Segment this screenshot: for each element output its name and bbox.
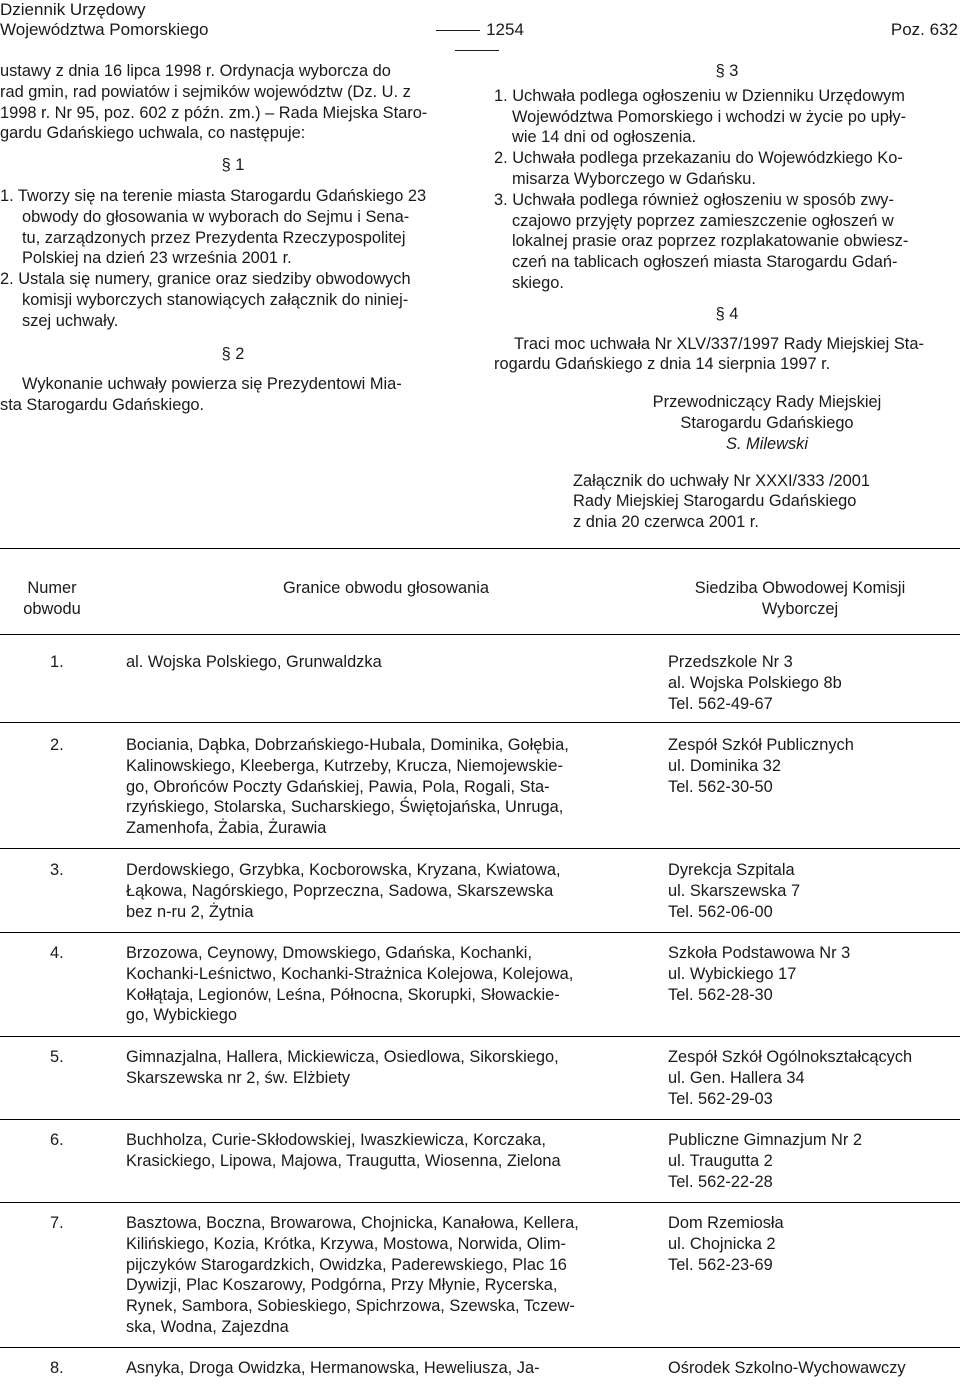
row-seat xyxy=(668,1047,912,1109)
header-rule xyxy=(0,634,960,635)
row-seat xyxy=(668,1130,862,1192)
journal-title-line2: Województwa Pomorskiego xyxy=(0,20,209,39)
annex-note xyxy=(494,471,960,533)
section-1-paragraph-2 xyxy=(0,269,466,331)
seat-line: Tel. 562-29-03 xyxy=(668,1089,773,1108)
seat-line: Tel. 562-28-30 xyxy=(668,985,773,1004)
bounds-line: rzyńskiego, Stolarska, Sucharskiego, Świętojańska, Unruga, xyxy=(126,798,564,817)
section-4-paragraph xyxy=(494,334,960,376)
page-number-value: 1254 xyxy=(486,20,524,39)
section-2-paragraph xyxy=(0,374,466,416)
text-line: 1. Uchwała podlega ogłoszeniu w Dzienniku Urzędowym xyxy=(494,86,905,105)
row-number: 6. xyxy=(50,1131,64,1149)
row-rule xyxy=(0,722,960,723)
text-line: lokalnej prasie oraz poprzez rozplakatowanie obwiesz- xyxy=(512,232,909,251)
left-column xyxy=(0,61,466,416)
bounds-line: Dywizji, Plac Koszarowy, Podgórna, Przy Młynie, Rycerska, xyxy=(126,1276,558,1295)
dash-right xyxy=(455,50,499,51)
journal-title-line1: Dziennik Urzędowy xyxy=(0,0,146,19)
row-seat xyxy=(668,652,842,714)
text-line: 1. Tworzy się na terenie miasta Starogardu Gdańskiego 23 xyxy=(0,186,427,205)
annex-line: Załącznik do uchwały Nr XXXI/333 /2001 xyxy=(573,471,871,490)
seat-line: al. Wojska Polskiego 8b xyxy=(668,673,842,692)
row-seat xyxy=(668,860,800,922)
signature-name: S. Milewski xyxy=(726,434,808,453)
annex-line: Rady Miejskiej Starogardu Gdańskiego xyxy=(573,492,857,511)
signature-role: Przewodniczący Rady Miejskiej xyxy=(652,393,882,412)
bounds-line: Kołłątaja, Legionów, Leśna, Północna, Skorupki, Słowackie- xyxy=(126,985,560,1004)
seat-line: Dyrekcja Szpitala xyxy=(668,861,795,879)
journal-title xyxy=(0,0,209,40)
row-number: 8. xyxy=(50,1359,64,1377)
row-number: 3. xyxy=(50,861,64,879)
section-3-title: § 3 xyxy=(715,62,739,80)
row-rule xyxy=(0,1347,960,1348)
row-rule xyxy=(0,1119,960,1120)
section-4-title: § 4 xyxy=(715,304,739,323)
seat-line: Szkoła Podstawowa Nr 3 xyxy=(668,944,851,962)
row-rule xyxy=(0,848,960,849)
text-line: komisji wyborczych stanowiących załącznik do niniej- xyxy=(22,290,409,309)
text-line: Traci moc uchwała Nr XLV/337/1997 Rady Miejskiej Sta- xyxy=(514,334,924,353)
text-line: 2. Ustala się numery, granice oraz siedziby obwodowych xyxy=(0,270,411,289)
row-number: 7. xyxy=(50,1214,64,1232)
text-line: Województwa Pomorskiego i wchodzi w życie po upły- xyxy=(512,107,907,126)
intro-paragraph xyxy=(0,61,466,144)
row-seat xyxy=(668,735,854,797)
intro-line: rad gmin, rad powiatów i sejmików województw (Dz. U. z xyxy=(0,82,411,101)
row-number: 2. xyxy=(50,736,64,754)
row-bounds xyxy=(126,1213,579,1338)
seat-line: ul. Gen. Hallera 34 xyxy=(668,1068,805,1087)
bounds-line: go, Obrońców Poczty Gdańskiej, Pawia, Pola, Rogali, Sta- xyxy=(126,777,550,796)
text-line: tu, zarządzonych przez Prezydenta Rzeczypospolitej xyxy=(22,228,406,247)
intro-line: 1998 r. Nr 95, poz. 602 z późn. zm.) – Rada Miejska Staro- xyxy=(0,103,428,122)
signature-role: Starogardu Gdańskiego xyxy=(680,413,854,432)
bounds-line: ska, Wodna, Zajezdna xyxy=(126,1317,289,1336)
section-2-title: § 2 xyxy=(221,344,245,363)
row-bounds xyxy=(126,1047,559,1089)
signature-block xyxy=(494,392,960,454)
bounds-line: Kochanki-Leśnictwo, Kochanki-Strażnica Kolejowa, Kolejowa, xyxy=(126,964,574,983)
intro-line: gardu Gdańskiego uchwala, co następuje: xyxy=(0,124,306,143)
bounds-line: go, Wybickiego xyxy=(126,1006,237,1025)
header-bounds: Granice obwodu głosowania xyxy=(283,579,489,597)
text-line: czeń na tablicach ogłoszeń miasta Starogardu Gdań- xyxy=(512,253,898,272)
bounds-line: Krasickiego, Lipowa, Majowa, Traugutta, Wiosenna, Zielona xyxy=(126,1151,561,1170)
right-column xyxy=(494,61,960,533)
bounds-line: Łąkowa, Nagórskiego, Poprzeczna, Sadowa, Skarszewska xyxy=(126,881,554,900)
row-rule xyxy=(0,932,960,933)
section-1-paragraph-1 xyxy=(0,186,466,269)
seat-line: ul. Chojnicka 2 xyxy=(668,1234,776,1253)
row-bounds xyxy=(126,1130,561,1172)
section-3-item-1 xyxy=(494,86,960,148)
seat-line: Tel. 562-22-28 xyxy=(668,1172,773,1191)
row-bounds xyxy=(126,943,573,1026)
seat-line: Tel. 562-30-50 xyxy=(668,777,773,796)
text-line: szej uchwały. xyxy=(22,311,119,330)
seat-line: Tel. 562-49-67 xyxy=(668,694,773,713)
bounds-line: Brzozowa, Ceynowy, Dmowskiego, Gdańska, Kochanki, xyxy=(126,944,532,962)
seat-line: Tel. 562-23-69 xyxy=(668,1255,773,1274)
bounds-line: Kalinowskiego, Kleeberga, Kutrzeby, Krucza, Niemojewskie- xyxy=(126,756,563,775)
row-rule xyxy=(0,1036,960,1037)
bounds-line: bez n-ru 2, Żytnia xyxy=(126,902,254,921)
bounds-line: Rynek, Sambora, Sobieskiego, Spichrzowa, Szewska, Tczew- xyxy=(126,1297,575,1316)
header-seat-line: Wyborczej xyxy=(761,600,839,618)
bounds-line: Basztowa, Boczna, Browarowa, Chojnicka, Kanałowa, Kellera, xyxy=(126,1214,579,1232)
text-line: rogardu Gdańskiego z dnia 14 sierpnia 1997 r. xyxy=(494,355,831,374)
text-line: sta Starogardu Gdańskiego. xyxy=(0,396,205,415)
intro-line: ustawy z dnia 16 lipca 1998 r. Ordynacja wyborcza do xyxy=(0,62,391,80)
bounds-line: al. Wojska Polskiego, Grunwaldzka xyxy=(126,653,382,671)
row-bounds xyxy=(126,652,382,673)
text-line: czajowo przyjęty poprzez zamieszczenie ogłoszeń w xyxy=(512,211,894,230)
seat-line: Zespół Szkół Ogólnokształcących xyxy=(668,1048,913,1066)
seat-line: Przedszkole Nr 3 xyxy=(668,653,793,671)
row-rule xyxy=(0,1202,960,1203)
bounds-line: Buchholza, Curie-Skłodowskiej, Iwaszkiewicza, Korczaka, xyxy=(126,1131,546,1149)
table-top-rule xyxy=(0,548,960,549)
bounds-line: Kilińskiego, Kozia, Krótka, Krzywa, Mostowa, Norwida, Olim- xyxy=(126,1234,566,1253)
seat-line: Publiczne Gimnazjum Nr 2 xyxy=(668,1131,863,1149)
text-line: obwody do głosowania w wyborach do Sejmu i Sena- xyxy=(22,207,410,226)
row-number: 4. xyxy=(50,944,64,962)
row-seat xyxy=(668,1213,784,1275)
row-number: 1. xyxy=(50,653,64,671)
seat-line: Ośrodek Szkolno-Wychowawczy xyxy=(668,1359,906,1377)
dash-left xyxy=(436,30,480,31)
seat-line: ul. Dominika 32 xyxy=(668,756,781,775)
row-bounds xyxy=(126,860,561,922)
bounds-line: Bociania, Dąbka, Dobrzańskiego-Hubala, Dominika, Gołębia, xyxy=(126,736,569,754)
text-line: 2. Uchwała podlega przekazaniu do Wojewódzkiego Ko- xyxy=(494,149,903,168)
header-seat-line: Siedziba Obwodowej Komisji xyxy=(694,579,906,597)
text-line: 3. Uchwała podlega również ogłoszeniu w sposób zwy- xyxy=(494,190,894,209)
header-seat xyxy=(640,578,960,620)
row-number: 5. xyxy=(50,1048,64,1066)
page-number xyxy=(418,20,536,60)
text-line: misarza Wyborczego w Gdańsku. xyxy=(512,169,756,188)
text-line: skiego. xyxy=(512,273,564,292)
bounds-line: Gimnazjalna, Hallera, Mickiewicza, Osiedlowa, Sikorskiego, xyxy=(126,1048,559,1066)
header-number-line: obwodu xyxy=(23,600,81,618)
seat-line: Zespół Szkół Publicznych xyxy=(668,736,854,754)
row-bounds xyxy=(126,1358,540,1379)
text-line: Wykonanie uchwały powierza się Prezydentowi Mia- xyxy=(22,375,402,394)
section-1-title: § 1 xyxy=(221,156,245,175)
seat-line: Tel. 562-06-00 xyxy=(668,902,773,921)
seat-line: ul. Wybickiego 17 xyxy=(668,964,797,983)
section-3-item-3 xyxy=(494,190,960,294)
position-label: Poz. 632 xyxy=(890,20,958,39)
row-bounds xyxy=(126,735,569,839)
header-number xyxy=(0,578,104,620)
bounds-line: pijczyków Starogardzkich, Owidzka, Paderewskiego, Plac 16 xyxy=(126,1255,567,1274)
bounds-line: Zamenhofa, Żabia, Żurawia xyxy=(126,819,327,838)
bounds-line: Asnyka, Droga Owidzka, Hermanowska, Heweliusza, Ja- xyxy=(126,1359,540,1377)
header-number-line: Numer xyxy=(27,579,77,597)
text-line: Polskiej na dzień 23 września 2001 r. xyxy=(22,249,292,268)
section-3-item-2 xyxy=(494,148,960,190)
annex-line: z dnia 20 czerwca 2001 r. xyxy=(573,513,759,532)
row-seat xyxy=(668,943,850,1005)
bounds-line: Skarszewska nr 2, św. Elżbiety xyxy=(126,1068,351,1087)
seat-line: ul. Skarszewska 7 xyxy=(668,881,801,900)
seat-line: Dom Rzemiosła xyxy=(668,1214,784,1232)
seat-line: ul. Traugutta 2 xyxy=(668,1151,773,1170)
bounds-line: Derdowskiego, Grzybka, Kocborowska, Kryzana, Kwiatowa, xyxy=(126,861,561,879)
row-seat xyxy=(668,1358,906,1379)
text-line: wie 14 dni od ogłoszenia. xyxy=(512,128,697,147)
